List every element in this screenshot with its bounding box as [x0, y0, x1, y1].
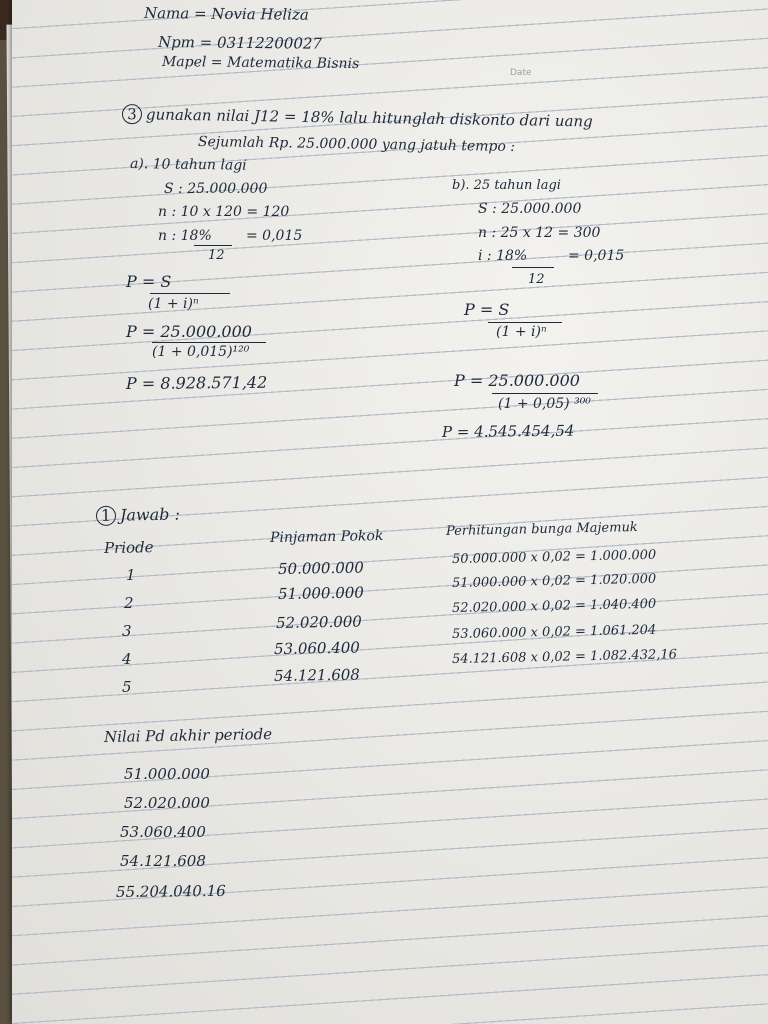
q3a-heading: a). 10 tahun lagi: [129, 156, 247, 174]
student-npm: Npm = 03112200027: [157, 33, 323, 53]
q3-number-badge: 3: [122, 104, 142, 124]
q3b-p-formula-den: (1 + i)ⁿ: [496, 324, 547, 340]
q1-row4-principal: 53.060.400: [273, 638, 361, 658]
q3b-result: P = 4.545.454,54: [441, 421, 575, 441]
q3b-i-numerator: i : 18%: [478, 248, 528, 264]
q1-row4-interest: 53.060.000 x 0,02 = 1.061.204: [451, 622, 657, 642]
q1-col-interest: Perhitungan bunga Majemuk: [445, 519, 638, 539]
q3b-s: S : 25.000.000: [478, 201, 582, 217]
q1-end-value-4: 54.121.608: [120, 852, 206, 870]
q3a-n: n : 10 x 120 = 120: [158, 204, 290, 220]
notebook-page: [12, 0, 768, 1024]
q1-heading: 1 Jawab :: [96, 505, 180, 526]
q1-row2-interest: 51.000.000 x 0,02 = 1.020.000: [451, 571, 657, 591]
q3a-result: P = 8.928.571,42: [125, 372, 268, 393]
student-name: Nama = Novia Heliza: [143, 4, 309, 24]
q3-prompt-line1: 3 gunakan nilai J12 = 18% lalu hitunglah diskonto dari uang: [122, 104, 593, 131]
q1-end-value-2: 52.020.000: [124, 794, 210, 812]
q3b-i-denominator: 12: [528, 272, 545, 287]
q3a-i-result: = 0,015: [246, 228, 303, 244]
q3b-i-result: = 0,015: [568, 248, 625, 264]
q1-end-heading: Nilai Pd akhir periode: [103, 725, 273, 746]
q1-row1-period: 1: [126, 566, 136, 584]
q1-end-value-1: 51.000.000: [124, 765, 210, 783]
q1-row2-period: 2: [124, 594, 134, 612]
q1-row5-interest: 54.121.608 x 0,02 = 1.082.432,16: [451, 647, 678, 667]
q3b-p-formula-num: P = S: [464, 300, 510, 319]
q3a-p-sub-den: (1 + 0,015)¹²⁰: [152, 344, 250, 360]
q1-row5-period: 5: [122, 678, 132, 696]
q1-row1-principal: 50.000.000: [277, 558, 365, 578]
q1-number-badge: 1: [96, 506, 116, 526]
q3a-p-formula-den: (1 + i)ⁿ: [148, 296, 199, 312]
q3b-p-sub-num: P = 25.000.000: [454, 371, 580, 390]
q1-row1-interest: 50.000.000 x 0,02 = 1.000.000: [451, 547, 657, 567]
q1-row4-period: 4: [122, 650, 132, 668]
q1-row3-period: 3: [122, 622, 132, 640]
q1-row3-principal: 52.020.000: [275, 612, 363, 632]
q3b-heading: b). 25 tahun lagi: [452, 178, 561, 193]
q3b-n: n : 25 x 12 = 300: [478, 225, 601, 241]
q3a-i-denominator: 12: [208, 248, 225, 263]
q1-end-value-5: 55.204.040.16: [115, 881, 226, 901]
q3a-i-numerator: n : 18%: [158, 228, 212, 244]
q1-col-principal: Pinjaman Pokok: [269, 528, 384, 546]
q1-row2-principal: 51.000.000: [277, 583, 365, 603]
q3a-p-sub-num: P = 25.000.000: [126, 322, 252, 341]
date-label: Date: [510, 68, 532, 78]
q3a-p-formula-num: P = S: [126, 272, 172, 291]
q1-end-value-3: 53.060.400: [120, 823, 206, 841]
q3a-s: S : 25.000.000: [164, 181, 268, 197]
subject-name: Mapel = Matematika Bisnis: [161, 54, 360, 73]
q1-row5-principal: 54.121.608: [273, 665, 361, 685]
q1-row3-interest: 52.020.000 x 0,02 = 1.040.400: [451, 596, 657, 616]
q3b-p-sub-den: (1 + 0,05) ³⁰⁰: [498, 396, 591, 412]
q3-prompt-line2: Sejumlah Rp. 25.000.000 yang jatuh tempo :: [197, 134, 516, 155]
q1-col-period: Priode: [103, 538, 154, 557]
